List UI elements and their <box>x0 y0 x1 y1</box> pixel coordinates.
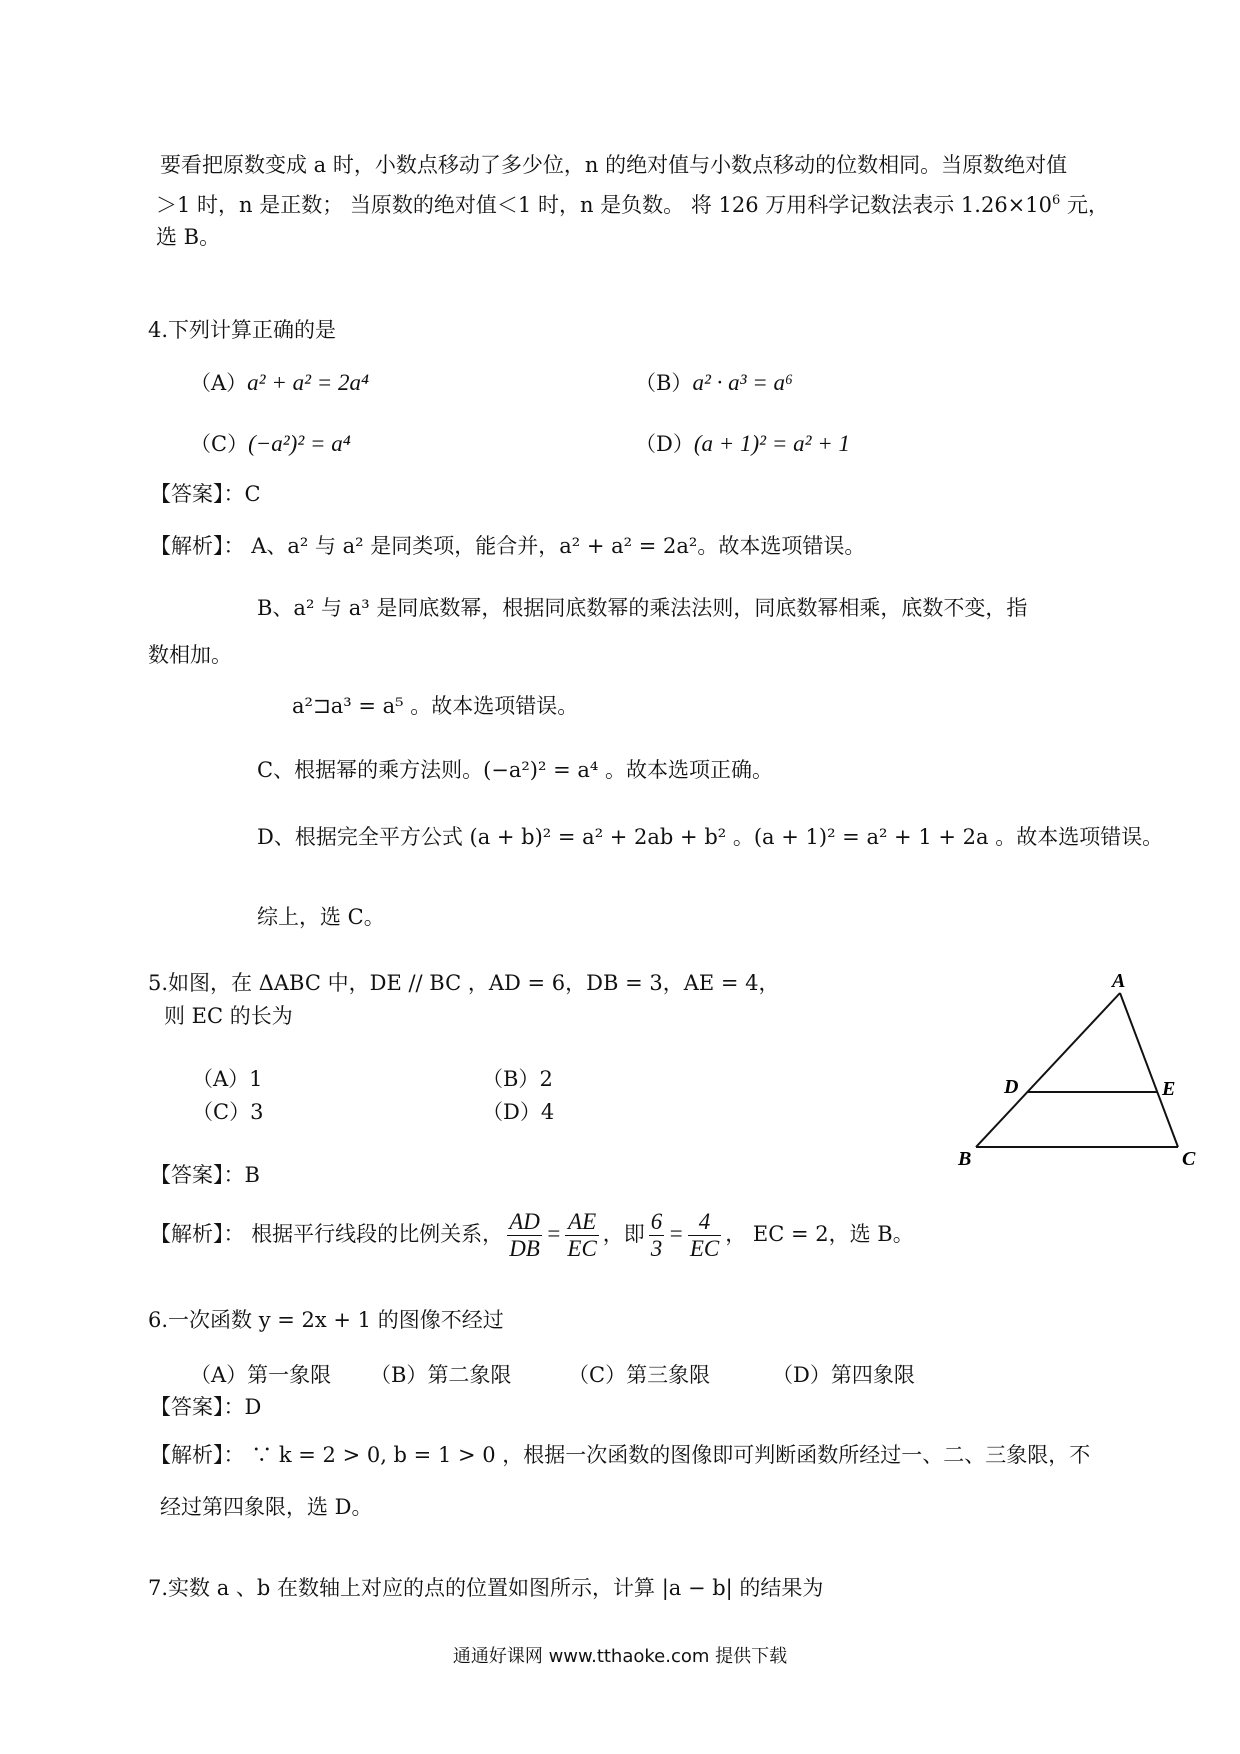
triangle-figure <box>950 965 1210 1175</box>
option-expr: a² · a³ = a⁶ <box>692 370 793 395</box>
q5-option-b <box>482 1064 553 1094</box>
vertex-label-d: D <box>1004 1076 1019 1098</box>
option-label: （C） <box>190 432 249 456</box>
intro-line-3: 选 B。 <box>156 225 221 249</box>
q4-analysis-b1: B、a² 与 a³ 是同底数幂，根据同底数幂的乘法法则，同底数幂相乘，底数不变，指 <box>257 596 1028 620</box>
q4-analysis-d: D、根据完全平方公式 (a + b)² = a² + 2ab + b² 。(a + 1)² = a² + 1 + 2a 。故本选项错误。 <box>257 825 1164 849</box>
option-label: （D） <box>482 1100 541 1124</box>
option-expr: (a + 1)² = a² + 1 <box>693 431 851 456</box>
q5-analysis: 【解析】： 根据平行线段的比例关系， $\frac{AD}{DB}$ = $\frac{AE}{EC}$ ，即 $\frac{6}{3}$ = $\frac{4}{EC}$ ， EC = 2，选 B。 <box>150 1209 914 1261</box>
fraction-numerator: AD <box>509 1209 540 1234</box>
q5-option-d <box>482 1097 554 1127</box>
fraction-4-ec <box>688 1209 721 1262</box>
q6-analysis-1 <box>150 1440 1090 1470</box>
answer-label: 【答案】： <box>150 1163 245 1187</box>
fraction-denominator: 3 <box>650 1236 663 1261</box>
q7-stem: 7.实数 a 、b 在数轴上对应的点的位置如图所示，计算 |a − b| 的结果为 <box>148 1576 824 1600</box>
answer-label: 【答案】： <box>150 1395 245 1419</box>
q4-option-b <box>635 368 793 398</box>
analysis-text: A、a² 与 a² 是同类项，能合并，a² + a² = 2a²。故本选项错误。 <box>251 534 866 558</box>
option-label: （A） <box>192 1067 250 1091</box>
option-value: 第一象限 <box>247 1363 332 1387</box>
intro-line-2-tail: 元， <box>1060 193 1109 217</box>
q4-analysis-b2: 数相加。 <box>148 643 232 667</box>
vertex-label-c: C <box>1182 1148 1196 1170</box>
q6-option-d <box>772 1360 915 1390</box>
q4-analysis-a <box>150 531 865 561</box>
side-ac <box>1120 993 1178 1147</box>
analysis-result: ， EC = 2，选 B。 <box>725 1222 914 1246</box>
q6-option-a <box>190 1360 331 1390</box>
option-label: （B） <box>635 371 693 395</box>
vertex-label-b: B <box>958 1148 972 1170</box>
fraction-denominator: DB <box>509 1236 540 1261</box>
q4-analysis-c: C、根据幂的乘方法则。(−a²)² = a⁴ 。故本选项正确。 <box>257 758 773 782</box>
intro-line-2-text: ＞1 时，n 是正数； 当原数的绝对值＜1 时，n 是负数。 将 126 万用科学记数法表示 1.26×10 <box>156 193 1053 217</box>
fraction-numerator: 4 <box>688 1209 721 1236</box>
option-label: （C） <box>192 1100 251 1124</box>
analysis-text: ∵ k = 2 > 0, b = 1 > 0 ，根据一次函数的图像即可判断函数所经过一、二、三象限，不 <box>251 1443 1091 1467</box>
fraction-denominator: EC <box>567 1236 597 1261</box>
answer-label: 【答案】： <box>150 482 245 506</box>
q4-option-c <box>190 429 351 459</box>
q5-stem-line-1: 5.如图，在 ΔABC 中，DE // BC ，AD = 6，DB = 3，AE = 4， <box>148 971 780 995</box>
q4-option-d <box>635 429 850 459</box>
answer-value: D <box>244 1395 262 1419</box>
side-ab <box>976 993 1120 1147</box>
page-footer: 通通好课网 www.tthaoke.com 提供下载 <box>452 1646 788 1667</box>
option-value: 4 <box>540 1100 555 1124</box>
fraction-6-3 <box>649 1209 665 1262</box>
option-value: 第四象限 <box>830 1363 915 1387</box>
q6-analysis-2: 经过第四象限，选 D。 <box>160 1495 373 1519</box>
option-label: （A） <box>190 371 248 395</box>
option-expr: a² + a² = 2a⁴ <box>247 370 369 395</box>
fraction-denominator: EC <box>689 1236 720 1261</box>
q4-answer <box>150 479 261 509</box>
answer-value: B <box>244 1163 260 1187</box>
answer-value: C <box>244 482 261 506</box>
analysis-connector: ，即 <box>602 1222 645 1246</box>
fraction-numerator: 6 <box>650 1209 663 1234</box>
q4-analysis-b3: a²⊐a³ = a⁵ 。故本选项错误。 <box>292 694 579 718</box>
option-label: （D） <box>635 432 694 456</box>
analysis-label: 【解析】： <box>150 534 245 558</box>
option-label: （A） <box>190 1363 248 1387</box>
option-label: （D） <box>772 1363 831 1387</box>
vertex-label-a: A <box>1112 970 1126 992</box>
option-value: 3 <box>250 1100 264 1124</box>
q5-option-a <box>192 1064 263 1094</box>
q6-stem: 6.一次函数 y = 2x + 1 的图像不经过 <box>148 1308 504 1332</box>
option-label: （B） <box>370 1363 428 1387</box>
analysis-label: 【解析】： <box>150 1443 245 1467</box>
vertex-label-e: E <box>1162 1078 1176 1100</box>
option-label: （C） <box>568 1363 627 1387</box>
analysis-text: 根据平行线段的比例关系， <box>251 1222 504 1246</box>
q5-answer <box>150 1160 260 1190</box>
fraction-ad-db <box>507 1209 542 1262</box>
analysis-label: 【解析】： <box>150 1222 245 1246</box>
q4-option-a <box>190 368 369 398</box>
fraction-numerator: AE <box>565 1209 598 1236</box>
q5-stem-line-2: 则 EC 的长为 <box>164 1004 293 1028</box>
q5-option-c <box>192 1097 263 1127</box>
q4-summary: 综上，选 C。 <box>257 905 385 929</box>
option-value: 第三象限 <box>626 1363 711 1387</box>
intro-line-1: 要看把原数变成 a 时，小数点移动了多少位，n 的绝对值与小数点移动的位数相同。当原数绝对值 <box>160 153 1068 177</box>
option-label: （B） <box>482 1067 540 1091</box>
intro-line-2 <box>156 186 1109 220</box>
q6-option-b <box>370 1360 511 1390</box>
fraction-ae-ec <box>565 1209 598 1262</box>
q4-stem: 4.下列计算正确的是 <box>148 318 337 342</box>
q6-answer <box>150 1392 261 1422</box>
exponent: 6 <box>1052 193 1061 208</box>
option-expr: (−a²)² = a⁴ <box>248 431 351 456</box>
option-value: 2 <box>539 1067 553 1091</box>
option-value: 第二象限 <box>427 1363 512 1387</box>
option-value: 1 <box>249 1067 263 1091</box>
q6-option-c <box>568 1360 710 1390</box>
